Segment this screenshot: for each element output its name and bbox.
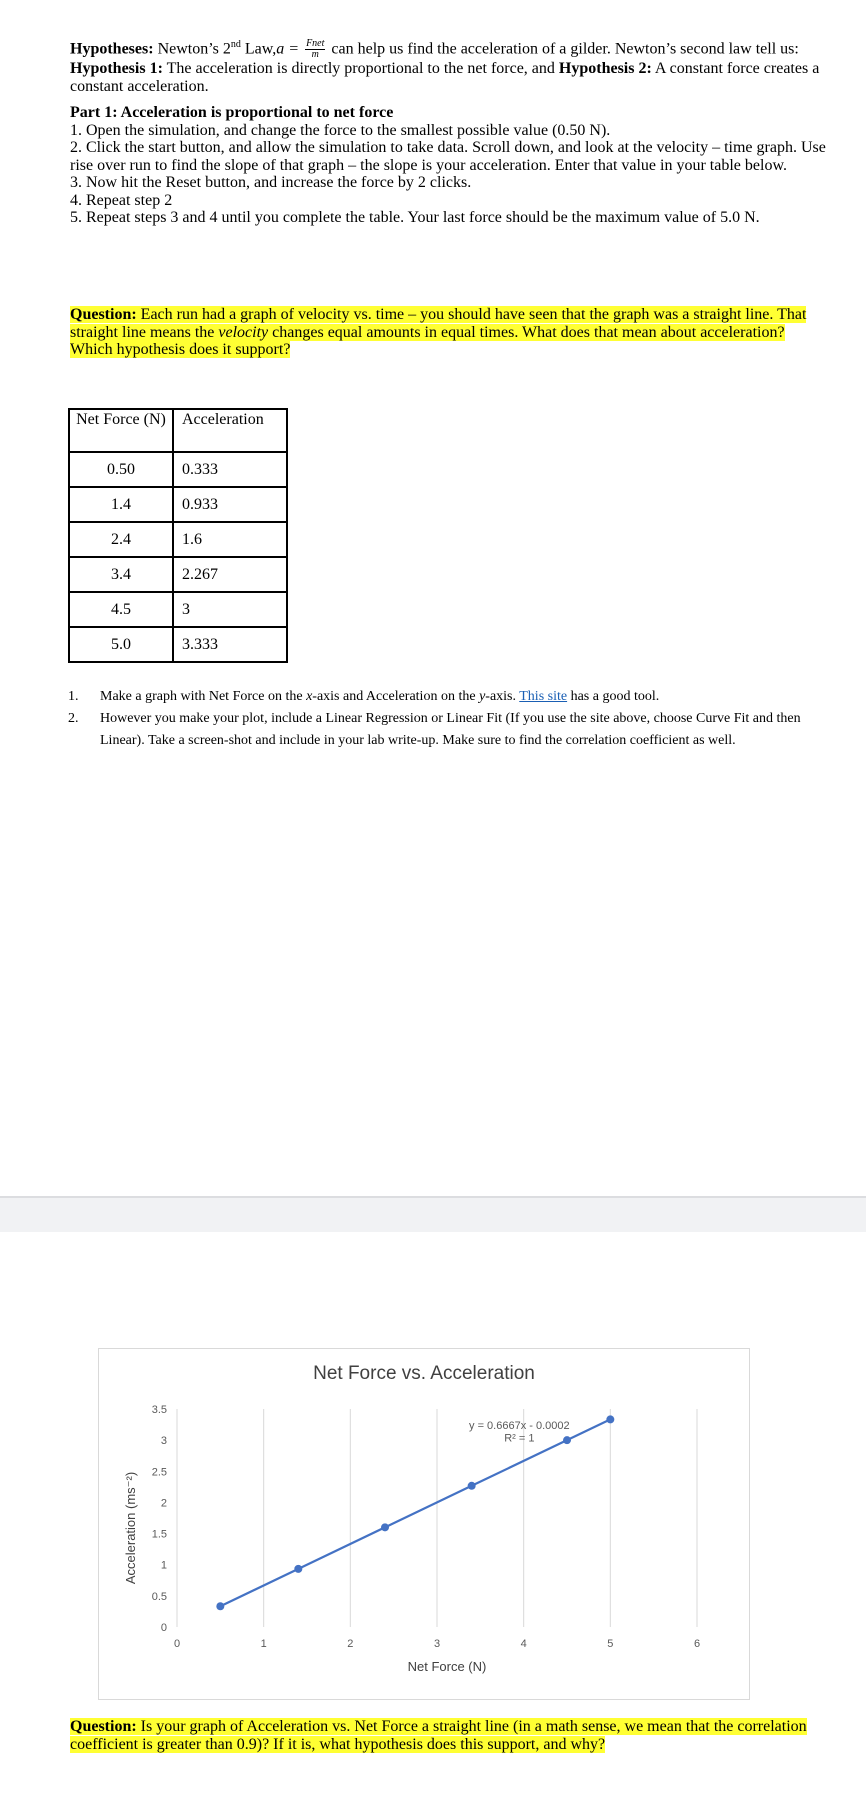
y-tick-label: 1.5 bbox=[151, 1528, 167, 1541]
hypothesis-1-text: The acceleration is directly proportional to the net force, and bbox=[162, 60, 559, 78]
page-separator bbox=[0, 1196, 866, 1234]
question-2-label: Question: bbox=[70, 1718, 137, 1735]
cell-acceleration: 2.267 bbox=[173, 557, 287, 592]
instruction-item bbox=[68, 708, 828, 752]
instruction-item bbox=[68, 686, 828, 708]
question-1-text-a: Each run had a graph of velocity vs. time – you should have seen that the graph was a straight line. That straight line means the bbox=[70, 306, 807, 341]
question-2-highlight bbox=[70, 1718, 807, 1753]
y-tick-label: 3 bbox=[160, 1435, 167, 1448]
step-item: 4. Repeat step 2 bbox=[70, 191, 173, 209]
instruction-text: -axis. bbox=[485, 689, 520, 704]
header-net-force: Net Force (N) bbox=[69, 409, 173, 452]
x-tick-label: 0 bbox=[173, 1638, 181, 1650]
x-tick-label: 4 bbox=[520, 1638, 527, 1650]
table-row bbox=[69, 522, 287, 557]
table-row bbox=[69, 627, 287, 662]
chart-svg bbox=[99, 1349, 749, 1699]
y-tick-label: 1 bbox=[160, 1559, 167, 1572]
fraction-denominator: m bbox=[311, 49, 319, 61]
chart-title: Net Force vs. Acceleration bbox=[313, 1363, 535, 1384]
cell-acceleration: 3.333 bbox=[173, 627, 287, 662]
x-tick-label: 3 bbox=[433, 1638, 441, 1650]
y-axis-label: Acceleration (ms⁻²) bbox=[123, 1471, 138, 1585]
step-item: 1. Open the simulation, and change the force to the smallest possible value (0.50 N). bbox=[70, 121, 611, 139]
part1-section bbox=[70, 104, 830, 227]
part1-title: Part 1: Acceleration is proportional to net force bbox=[70, 104, 394, 121]
question-1-label: Question: bbox=[70, 306, 137, 323]
cell-force: 3.4 bbox=[69, 557, 173, 592]
step-item: 3. Now hit the Reset button, and increase the force by 2 clicks. bbox=[70, 174, 472, 191]
x-tick-label: 5 bbox=[607, 1638, 614, 1650]
instruction-number: 2. bbox=[68, 711, 79, 726]
cell-force: 5.0 bbox=[69, 627, 173, 662]
data-point bbox=[563, 1436, 571, 1444]
data-point bbox=[294, 1565, 302, 1573]
steps-list bbox=[70, 122, 830, 227]
cell-acceleration: 0.333 bbox=[173, 452, 287, 487]
header-acceleration: Acceleration bbox=[173, 409, 287, 452]
instruction-text: -axis and Acceleration on the bbox=[312, 689, 480, 704]
trendline-equation: y = 0.6667x - 0.0002 bbox=[469, 1419, 570, 1432]
cell-acceleration: 3 bbox=[173, 592, 287, 627]
data-point bbox=[606, 1415, 614, 1423]
hypothesis-2-label: Hypothesis 2: bbox=[558, 60, 652, 78]
step-item: 2. Click the start button, and allow the simulation to take data. Scroll down, and look at the velocity – time graph. Use rise over run to find the slope of that graph – the slope is your acceleration. Enter that value in your table below. bbox=[70, 139, 826, 174]
r-squared-label: R² = 1 bbox=[504, 1432, 535, 1445]
table-row bbox=[69, 452, 287, 487]
table-row bbox=[69, 557, 287, 592]
x-tick-label: 2 bbox=[347, 1638, 354, 1650]
y-tick-label: 0.5 bbox=[151, 1590, 167, 1603]
y-tick-label: 2 bbox=[160, 1497, 167, 1510]
hypotheses-paragraph bbox=[70, 36, 830, 95]
fraction-numerator: Fnet bbox=[306, 38, 325, 50]
question-2-text: Is your graph of Acceleration vs. Net Force a straight line (in a math sense, we mean that the correlation coefficient is greater than 0.9)? If it is, what hypothesis does this support, and why? bbox=[70, 1718, 807, 1753]
cell-acceleration: 0.933 bbox=[173, 487, 287, 522]
cell-force: 1.4 bbox=[69, 487, 173, 522]
hypothesis-1-label: Hypothesis 1: bbox=[70, 60, 163, 78]
data-point bbox=[468, 1482, 476, 1490]
question-1-italic: velocity bbox=[218, 323, 269, 341]
equation-lhs: a = bbox=[276, 40, 304, 58]
step-item: 5. Repeat steps 3 and 4 until you complete the table. Your last force should be the maximum value of 5.0 N. bbox=[70, 209, 760, 226]
instruction-text: Make a graph with Net Force on the bbox=[100, 689, 307, 704]
instruction-x: x bbox=[306, 689, 313, 704]
cell-force: 2.4 bbox=[69, 522, 173, 557]
cell-acceleration: 1.6 bbox=[173, 522, 287, 557]
question-1 bbox=[70, 306, 830, 359]
law-superscript: nd bbox=[230, 39, 241, 50]
data-point bbox=[381, 1523, 389, 1531]
series-line bbox=[220, 1419, 610, 1606]
hypotheses-label: Hypotheses: bbox=[70, 40, 154, 58]
instruction-number: 1. bbox=[68, 689, 79, 704]
data-table bbox=[68, 408, 288, 663]
intro-text: can help us find the acceleration of a gilder. Newton’s second law tell us: bbox=[327, 40, 799, 58]
question-1-text-b: changes equal amounts in equal times. What does that mean about acceleration? Which hypothesis does it support? bbox=[70, 323, 785, 358]
table-row bbox=[69, 487, 287, 522]
question-2 bbox=[70, 1718, 830, 1753]
law-text-2: Law, bbox=[240, 40, 277, 58]
chart-container bbox=[98, 1348, 750, 1700]
instruction-y: y bbox=[479, 689, 486, 704]
x-axis-label: Net Force (N) bbox=[407, 1659, 487, 1674]
instruction-text: has a good tool. bbox=[567, 689, 660, 704]
law-text: Newton’s 2 bbox=[157, 40, 231, 58]
graph-instructions bbox=[68, 686, 828, 752]
x-tick-label: 1 bbox=[260, 1638, 267, 1650]
y-tick-label: 0 bbox=[160, 1622, 167, 1634]
y-tick-label: 3.5 bbox=[151, 1404, 167, 1416]
x-tick-label: 6 bbox=[693, 1638, 701, 1650]
cell-force: 4.5 bbox=[69, 592, 173, 627]
question-1-highlight bbox=[70, 306, 806, 358]
hypothesis-2-text: A constant force creates a constant acceleration. bbox=[70, 60, 820, 95]
equation-fraction bbox=[305, 39, 325, 60]
table-header-row bbox=[69, 409, 287, 452]
y-tick-label: 2.5 bbox=[151, 1466, 167, 1479]
data-point bbox=[216, 1602, 224, 1610]
this-site-link[interactable]: This site bbox=[519, 689, 568, 704]
instruction-text: However you make your plot, include a Linear Regression or Linear Fit (If you use the site above, choose Curve Fit and then Linear). Take a screen-shot and include in your lab write-up. Make sure to find the correlation coefficient as well. bbox=[100, 711, 801, 748]
table-row bbox=[69, 592, 287, 627]
cell-force: 0.50 bbox=[69, 452, 173, 487]
